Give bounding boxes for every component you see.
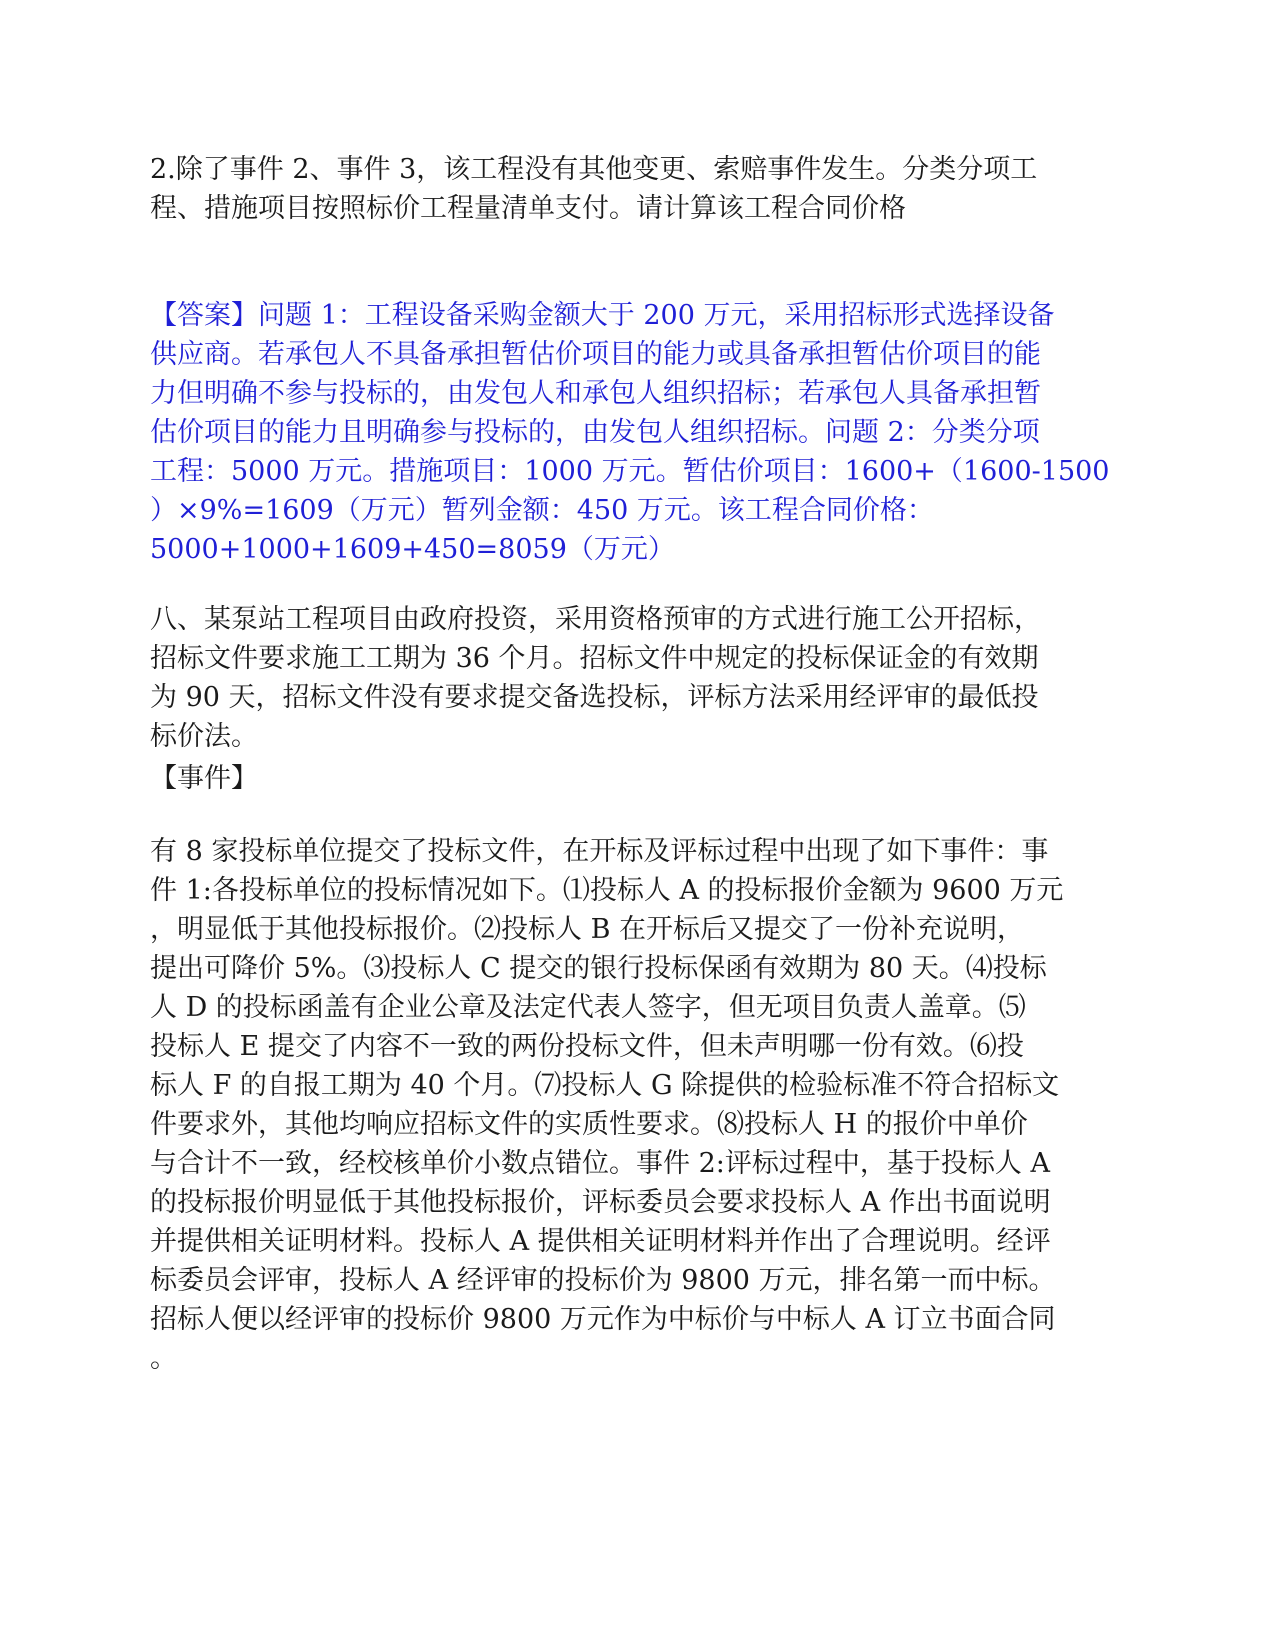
answer-paragraph: 【答案】问题 1：工程设备采购金额大于 200 万元，采用招标形式选择设备 供应商。若承包人不具备承担暂估价项目的能力或具备承担暂估价项目的能 力但明确不参与投标的，由发包人和承包人组织招标；若承包人具备承担暂 估价项目的能力且明确参与投标的，由发包人组织招标。问题 2：分类分项 工程：5000 万元。措施项目：1000 万元。暂估价项目：1600+（1600-1500 ）×9%=1609（万元）暂列金额：450 万元。该工程合同价格： 5000+1000+1609+450=8059（万元） [150, 300, 1110, 565]
event-heading: 【事件】 [150, 763, 258, 794]
section-eight-paragraph: 八、某泵站工程项目由政府投资，采用资格预审的方式进行施工公开招标， 招标文件要求施工工期为 36 个月。招标文件中规定的投标保证金的有效期 为 90 天，招标文件没有要求提交备选投标，评标方法采用经评审的最低投 标价法。 [150, 604, 1041, 752]
events-paragraph: 有 8 家投标单位提交了投标文件，在开标及评标过程中出现了如下事件：事 件 1:各投标单位的投标情况如下。⑴投标人 A 的投标报价金额为 9600 万元 ，明显低于其他投标报价。⑵投标人 B 在开标后又提交了一份补充说明， 提出可降价 5%。⑶投标人 C 提交的银行投标保函有效期为 80 天。⑷投标 人 D 的投标函盖有企业公章及法定代表人签字，但无项目负责人盖章。⑸ 投标人 E 提交了内容不一致的两份投标文件，但未声明哪一份有效。⑹投 标人 F 的自报工期为 40 个月。⑺投标人 G 除提供的检验标准不符合招标文 件要求外，其他均响应招标文件的实质性要求。⑻投标人 H 的报价中单价 与合计不一致，经校核单价小数点错位。事件 2:评标过程中，基于投标人 A 的投标报价明显低于其他投标报价，评标委员会要求投标人 A 作出书面说明 并提供相关证明材料。投标人 A 提供相关证明材料并作出了合理说明。经评 标委员会评审，投标人 A 经评审的投标价为 9800 万元，排名第一而中标。 招标人便以经评审的投标价 9800 万元作为中标价与中标人 A 订立书面合同 。 [150, 836, 1064, 1374]
question-paragraph: 2.除了事件 2、事件 3，该工程没有其他变更、索赔事件发生。分类分项工 程、措施项目按照标价工程量清单支付。请计算该工程合同价格 [150, 154, 1038, 224]
